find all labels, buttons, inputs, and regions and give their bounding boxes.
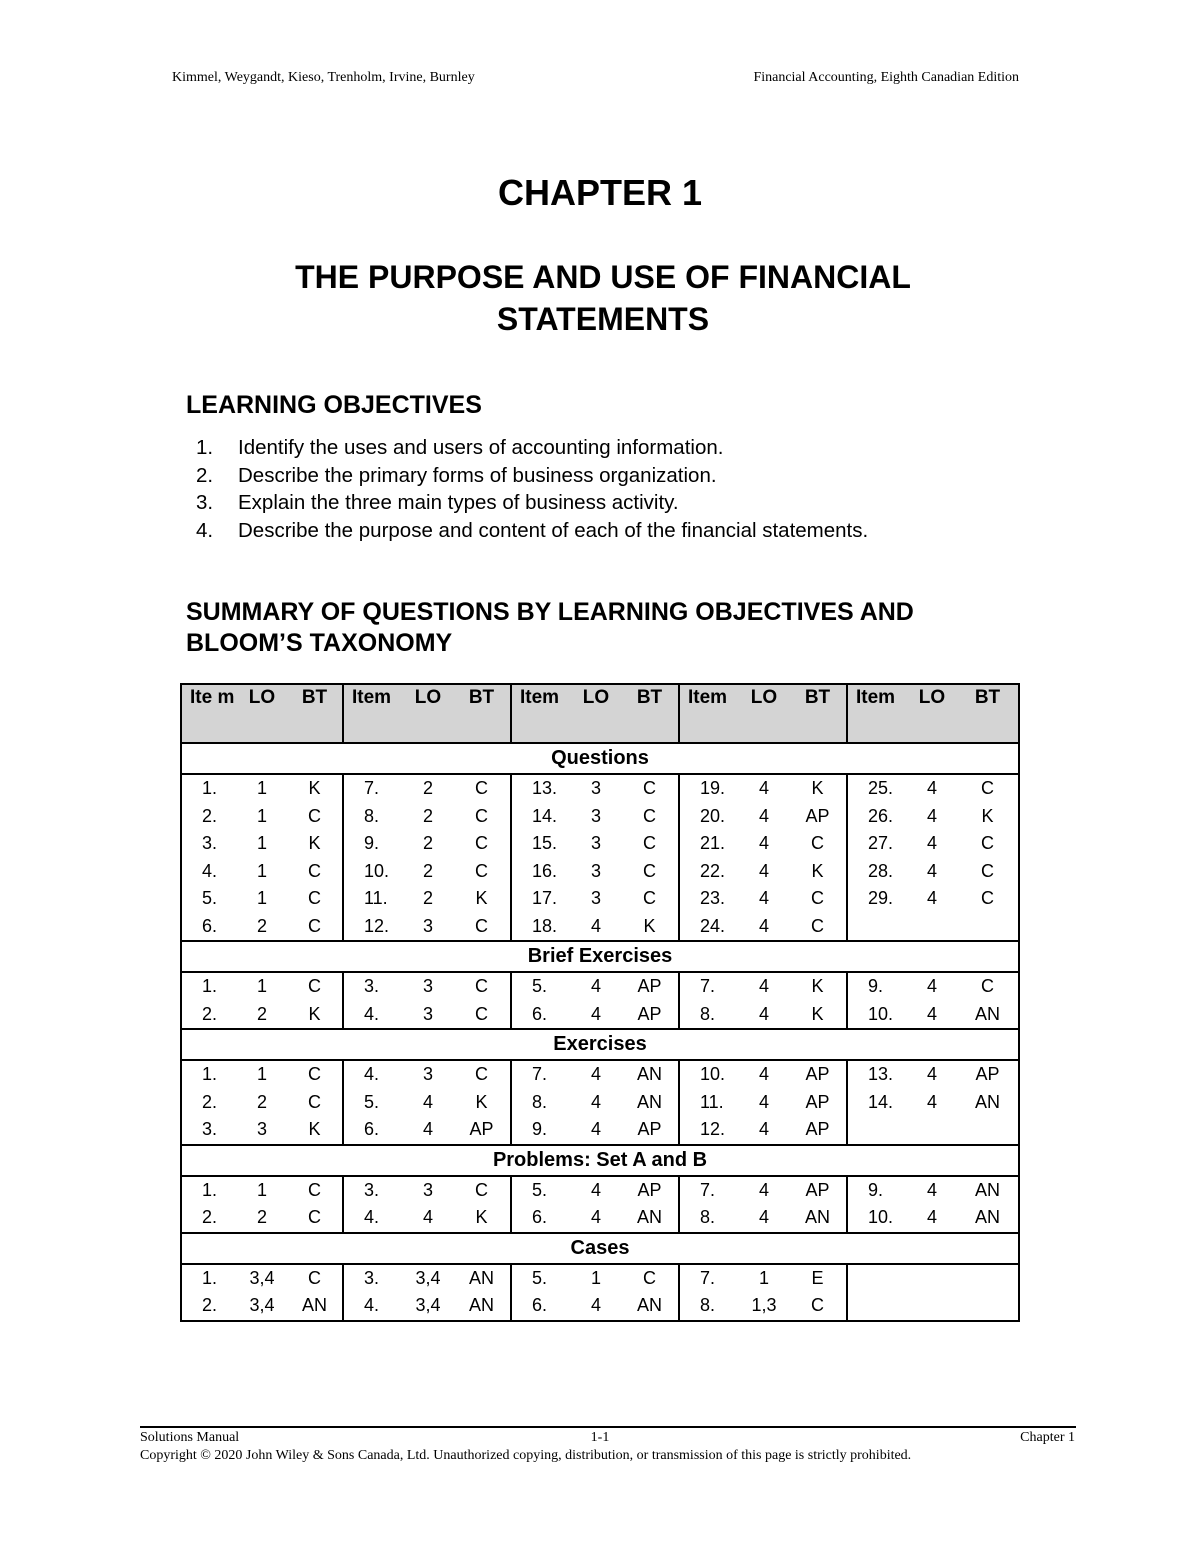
cell-bt: C <box>621 803 679 831</box>
cell-lo: 4 <box>926 976 937 997</box>
cell-lo: 4 <box>571 1292 621 1321</box>
learning-objective-item <box>196 489 868 517</box>
cell-item: 17. <box>532 888 558 909</box>
cell-bt: C <box>287 1060 343 1089</box>
column-header-item: Item <box>343 684 403 743</box>
column-header-bt: BT <box>789 684 847 743</box>
cell-item: 6. <box>181 913 237 942</box>
cell-item: 5. <box>532 1179 548 1200</box>
cell-lo: 4 <box>758 888 769 909</box>
cell-bt: C <box>957 972 1019 1001</box>
cell-lo: 4 <box>758 1003 769 1024</box>
cell-item: 29. <box>868 888 894 909</box>
cell-lo <box>907 1292 957 1321</box>
cell-lo: 3,4 <box>249 1267 275 1288</box>
cell-item: 13. <box>532 778 558 799</box>
table-row <box>181 1060 1019 1089</box>
cell-item: 15. <box>532 833 558 854</box>
learning-objective-item <box>196 517 868 545</box>
table-row <box>181 1292 1019 1321</box>
cell-item: 2. <box>181 1204 237 1233</box>
cell-lo: 1 <box>758 1267 769 1288</box>
cell-lo: 4 <box>758 1091 769 1112</box>
cell-item: 22. <box>700 860 726 881</box>
cell-item: 7. <box>700 976 716 997</box>
cell-item: 28. <box>868 860 894 881</box>
cell-lo: 4 <box>422 1091 433 1112</box>
cell-bt: C <box>957 885 1019 913</box>
cell-item: 27. <box>868 833 894 854</box>
cell-item: 10. <box>868 1207 894 1228</box>
cell-item: 16. <box>532 860 558 881</box>
cell-bt: AP <box>621 1176 679 1205</box>
column-header-bt: BT <box>287 684 343 743</box>
column-header-lo: LO <box>739 684 789 743</box>
cell-lo <box>907 1264 957 1293</box>
cell-bt: C <box>957 830 1019 858</box>
table-row <box>181 913 1019 942</box>
cell-item: 1. <box>181 1176 237 1205</box>
cell-item: 21. <box>700 833 726 854</box>
cell-lo: 3 <box>422 915 433 936</box>
cell-item: 10. <box>700 1064 726 1085</box>
cell-item: 7. <box>700 1179 716 1200</box>
section-title: Questions <box>181 743 1019 774</box>
cell-bt: AN <box>287 1292 343 1321</box>
cell-item: 2. <box>181 1089 237 1117</box>
cell-lo: 1 <box>256 1179 267 1200</box>
table-row <box>181 774 1019 803</box>
objective-number: 1. <box>196 436 214 459</box>
section-title: Problems: Set A and B <box>181 1145 1019 1176</box>
cell-bt: C <box>453 774 511 803</box>
chapter-heading: CHAPTER 1 <box>497 172 703 213</box>
cell-item: 9. <box>364 833 380 854</box>
section-header-row <box>181 1233 1019 1264</box>
cell-bt: AP <box>453 1116 511 1145</box>
cell-item: 6. <box>511 1292 571 1321</box>
cell-item: 6. <box>364 1119 380 1140</box>
cell-bt: AP <box>621 972 679 1001</box>
cell-lo <box>907 913 957 942</box>
cell-bt: AN <box>453 1264 511 1293</box>
cell-bt: C <box>287 885 343 913</box>
cell-item: 19. <box>700 778 726 799</box>
cell-lo: 3 <box>590 888 601 909</box>
objective-text: Describe the purpose and content of each of the financial statements. <box>238 518 869 542</box>
cell-lo: 4 <box>926 860 937 881</box>
cell-lo: 4 <box>758 778 769 799</box>
cell-lo: 3 <box>422 1179 433 1200</box>
cell-item <box>847 1116 907 1145</box>
cell-lo: 4 <box>926 1179 937 1200</box>
cell-bt: C <box>621 830 679 858</box>
cell-bt: E <box>789 1264 847 1293</box>
cell-lo: 3,4 <box>237 1292 287 1321</box>
cell-lo: 1 <box>256 805 267 826</box>
cell-lo: 4 <box>590 1207 601 1228</box>
cell-lo: 1 <box>256 833 267 854</box>
cell-item: 2. <box>181 803 237 831</box>
cell-bt: C <box>453 1176 511 1205</box>
learning-objective-item <box>196 434 868 462</box>
cell-bt: AN <box>789 1204 847 1233</box>
cell-item: 1. <box>181 774 237 803</box>
footer-copyright: Copyright © 2020 John Wiley & Sons Canada, Ltd. Unauthorized copying, distribution, or transmission of this page is strictly prohibited. <box>140 1448 912 1463</box>
cell-item: 9. <box>532 1119 548 1140</box>
cell-item: 5. <box>532 1267 548 1288</box>
cell-item: 12. <box>364 915 390 936</box>
section-header-row <box>181 1029 1019 1060</box>
cell-item: 4. <box>181 858 237 886</box>
table-row <box>181 1176 1019 1205</box>
cell-bt: C <box>453 858 511 886</box>
cell-bt <box>957 1264 1019 1293</box>
learning-objectives-list <box>196 434 868 544</box>
cell-lo: 3 <box>590 833 601 854</box>
cell-bt: C <box>287 972 343 1001</box>
cell-bt: C <box>287 913 343 942</box>
table-row <box>181 858 1019 886</box>
cell-bt: C <box>957 858 1019 886</box>
cell-bt: AN <box>957 1001 1019 1030</box>
section-title: Cases <box>181 1233 1019 1264</box>
table-header-row <box>181 684 1019 743</box>
cell-item: 6. <box>532 1003 548 1024</box>
cell-item: 7. <box>532 1064 548 1085</box>
cell-lo: 4 <box>758 976 769 997</box>
chapter-title: THE PURPOSE AND USE OF FINANCIAL STATEMENTS <box>295 259 911 337</box>
cell-lo: 3 <box>422 976 433 997</box>
cell-bt: C <box>453 913 511 942</box>
cell-lo: 2 <box>422 860 433 881</box>
cell-bt: K <box>789 1001 847 1030</box>
objective-text: Describe the primary forms of business organization. <box>238 463 717 487</box>
cell-item: 8. <box>532 1091 548 1112</box>
footer-manual-label: Solutions Manual <box>140 1430 240 1445</box>
running-header-authors: Kimmel, Weygandt, Kieso, Trenholm, Irvine, Burnley <box>172 70 475 85</box>
cell-item: 10. <box>364 860 390 881</box>
cell-item: 8. <box>679 1292 739 1321</box>
cell-lo: 4 <box>590 915 601 936</box>
cell-lo: 4 <box>758 915 769 936</box>
running-header-book-title: Financial Accounting, Eighth Canadian Edition <box>753 70 1019 85</box>
summary-table-body <box>181 684 1019 1321</box>
cell-lo: 2 <box>256 1091 267 1112</box>
table-row <box>181 885 1019 913</box>
cell-lo: 2 <box>256 1207 267 1228</box>
cell-lo: 3 <box>422 1064 433 1085</box>
cell-bt: C <box>789 913 847 942</box>
cell-bt: C <box>453 1060 511 1089</box>
cell-bt <box>957 913 1019 942</box>
cell-bt: AP <box>789 803 847 831</box>
cell-item: 3. <box>364 976 380 997</box>
cell-item: 12. <box>700 1119 726 1140</box>
cell-bt: K <box>287 830 343 858</box>
cell-bt: AN <box>957 1089 1019 1117</box>
cell-item: 9. <box>868 976 884 997</box>
summary-heading: SUMMARY OF QUESTIONS BY LEARNING OBJECTIVES AND BLOOM’S TAXONOMY <box>186 598 914 657</box>
cell-bt: AP <box>789 1176 847 1205</box>
objective-number: 3. <box>196 491 214 514</box>
cell-bt: C <box>621 774 679 803</box>
column-header-bt: BT <box>957 684 1019 743</box>
cell-item: 23. <box>700 888 726 909</box>
cell-bt: AN <box>453 1292 511 1321</box>
cell-lo: 4 <box>758 833 769 854</box>
cell-bt: C <box>287 1176 343 1205</box>
cell-bt: C <box>621 885 679 913</box>
cell-item: 3. <box>181 1116 237 1145</box>
cell-item: 2. <box>181 1001 237 1030</box>
cell-bt <box>957 1116 1019 1145</box>
cell-lo: 4 <box>758 860 769 881</box>
cell-item: 7. <box>364 778 380 799</box>
cell-bt: AP <box>621 1116 679 1145</box>
cell-item: 4. <box>364 1064 380 1085</box>
cell-item: 1. <box>181 1264 237 1293</box>
cell-lo: 3 <box>590 860 601 881</box>
column-header-lo: LO <box>571 684 621 743</box>
cell-item: 8. <box>364 805 380 826</box>
cell-bt: AP <box>621 1001 679 1030</box>
table-row <box>181 972 1019 1001</box>
cell-bt: C <box>287 803 343 831</box>
cell-bt: C <box>453 830 511 858</box>
cell-bt: K <box>287 774 343 803</box>
cell-bt: AP <box>789 1089 847 1117</box>
objective-number: 4. <box>196 518 214 542</box>
cell-item: 14. <box>868 1091 894 1112</box>
cell-lo: 1 <box>256 976 267 997</box>
column-header-item: Item <box>511 684 571 743</box>
cell-bt: C <box>957 774 1019 803</box>
objective-text: Explain the three main types of business activity. <box>238 491 679 514</box>
cell-lo: 4 <box>926 1064 937 1085</box>
cell-bt: C <box>287 1089 343 1117</box>
cell-lo: 4 <box>926 1207 937 1228</box>
table-row <box>181 1089 1019 1117</box>
cell-lo: 3 <box>422 1003 433 1024</box>
cell-lo: 4 <box>590 976 601 997</box>
table-row <box>181 1116 1019 1145</box>
footer-page-number: 1-1 <box>590 1430 610 1445</box>
cell-bt: K <box>453 1204 511 1233</box>
column-header-bt: BT <box>453 684 511 743</box>
table-row <box>181 1264 1019 1293</box>
cell-bt: AP <box>789 1060 847 1089</box>
cell-bt: AN <box>621 1089 679 1117</box>
column-header-lo: LO <box>237 684 287 743</box>
cell-bt: C <box>789 830 847 858</box>
summary-table <box>180 683 1020 1322</box>
cell-item: 4. <box>343 1292 403 1321</box>
cell-item: 7. <box>700 1267 716 1288</box>
cell-bt: C <box>453 1001 511 1030</box>
table-row <box>181 803 1019 831</box>
cell-lo <box>907 1116 957 1145</box>
cell-lo: 1 <box>590 1267 601 1288</box>
cell-lo: 4 <box>758 1119 769 1140</box>
column-header-item: Ite m <box>181 684 237 743</box>
cell-bt: C <box>621 858 679 886</box>
column-header-lo: LO <box>403 684 453 743</box>
cell-item: 2. <box>181 1292 237 1321</box>
section-title: Brief Exercises <box>181 941 1019 972</box>
cell-item: 24. <box>700 915 726 936</box>
cell-lo: 4 <box>422 1119 433 1140</box>
cell-bt: C <box>621 1264 679 1293</box>
cell-item: 5. <box>364 1091 380 1112</box>
cell-item: 9. <box>868 1179 884 1200</box>
cell-bt: K <box>621 913 679 942</box>
cell-item: 11. <box>700 1091 724 1112</box>
cell-item: 13. <box>868 1064 894 1085</box>
cell-item: 1. <box>181 972 237 1001</box>
table-row <box>181 1204 1019 1233</box>
cell-bt: C <box>789 885 847 913</box>
cell-lo: 4 <box>590 1091 601 1112</box>
cell-lo: 4 <box>590 1119 601 1140</box>
cell-lo: 4 <box>926 805 937 826</box>
cell-bt: K <box>287 1001 343 1030</box>
cell-item <box>847 1264 907 1293</box>
cell-item: 25. <box>868 778 894 799</box>
cell-item: 1. <box>181 1060 237 1089</box>
cell-lo: 4 <box>758 1207 769 1228</box>
cell-lo: 3,4 <box>403 1292 453 1321</box>
cell-bt: K <box>789 972 847 1001</box>
cell-item <box>847 913 907 942</box>
cell-lo: 4 <box>758 1064 769 1085</box>
cell-item: 11. <box>364 888 388 909</box>
cell-lo: 2 <box>422 888 433 909</box>
cell-lo: 4 <box>926 888 937 909</box>
column-header-item: Item <box>679 684 739 743</box>
cell-item: 3. <box>364 1267 380 1288</box>
footer-rule <box>140 1426 1076 1428</box>
column-header-bt: BT <box>621 684 679 743</box>
cell-lo: 4 <box>590 1064 601 1085</box>
cell-lo: 1 <box>256 860 267 881</box>
section-header-row <box>181 743 1019 774</box>
cell-bt: AN <box>957 1204 1019 1233</box>
cell-lo: 3 <box>590 805 601 826</box>
cell-bt: C <box>453 803 511 831</box>
objective-number: 2. <box>196 463 214 487</box>
cell-bt <box>957 1292 1019 1321</box>
cell-bt: K <box>453 885 511 913</box>
cell-item: 5. <box>181 885 237 913</box>
cell-lo: 4 <box>758 805 769 826</box>
column-header-lo: LO <box>907 684 957 743</box>
column-header-item: Item <box>847 684 907 743</box>
cell-bt: AP <box>789 1116 847 1145</box>
cell-bt: AN <box>621 1292 679 1321</box>
cell-item: 18. <box>532 915 558 936</box>
cell-item <box>847 1292 907 1321</box>
cell-bt: AN <box>621 1204 679 1233</box>
cell-bt: C <box>287 1204 343 1233</box>
cell-lo: 3 <box>590 778 601 799</box>
cell-item: 26. <box>868 805 894 826</box>
learning-objective-item <box>196 462 868 490</box>
cell-bt: C <box>287 858 343 886</box>
cell-bt: C <box>453 972 511 1001</box>
cell-lo: 3 <box>256 1119 267 1140</box>
cell-bt: AP <box>957 1060 1019 1089</box>
cell-lo: 1 <box>256 1064 267 1085</box>
cell-item: 4. <box>364 1207 380 1228</box>
cell-item: 10. <box>868 1003 894 1024</box>
cell-lo: 4 <box>926 1003 937 1024</box>
cell-bt: C <box>789 1292 847 1321</box>
cell-lo: 2 <box>256 915 267 936</box>
cell-lo: 4 <box>758 1179 769 1200</box>
cell-bt: K <box>957 803 1019 831</box>
table-row <box>181 830 1019 858</box>
cell-bt: K <box>453 1089 511 1117</box>
cell-lo: 4 <box>926 833 937 854</box>
cell-item: 5. <box>532 976 548 997</box>
cell-lo: 3,4 <box>415 1267 441 1288</box>
learning-objectives-heading: LEARNING OBJECTIVES <box>186 391 482 419</box>
cell-item: 8. <box>700 1207 716 1228</box>
cell-lo: 2 <box>422 778 433 799</box>
cell-bt: AN <box>621 1060 679 1089</box>
cell-bt: AN <box>957 1176 1019 1205</box>
cell-item: 8. <box>700 1003 716 1024</box>
cell-lo: 4 <box>590 1003 601 1024</box>
cell-bt: K <box>789 858 847 886</box>
section-header-row <box>181 1145 1019 1176</box>
section-title: Exercises <box>181 1029 1019 1060</box>
cell-lo: 1 <box>256 778 267 799</box>
objective-text: Identify the uses and users of accounting information. <box>238 436 724 459</box>
cell-item: 14. <box>532 805 558 826</box>
cell-bt: K <box>287 1116 343 1145</box>
cell-lo: 2 <box>422 805 433 826</box>
cell-lo: 2 <box>422 833 433 854</box>
cell-lo: 4 <box>590 1179 601 1200</box>
cell-lo: 4 <box>926 1091 937 1112</box>
cell-bt: C <box>287 1264 343 1293</box>
table-row <box>181 1001 1019 1030</box>
cell-lo: 2 <box>256 1003 267 1024</box>
section-header-row <box>181 941 1019 972</box>
cell-lo: 4 <box>926 778 937 799</box>
cell-item: 6. <box>532 1207 548 1228</box>
cell-lo: 1 <box>256 888 267 909</box>
cell-item: 4. <box>364 1003 380 1024</box>
cell-lo: 1,3 <box>739 1292 789 1321</box>
cell-lo: 4 <box>422 1207 433 1228</box>
cell-bt: K <box>789 774 847 803</box>
cell-item: 3. <box>364 1179 380 1200</box>
footer-chapter-label: Chapter 1 <box>1020 1430 1075 1445</box>
cell-item: 3. <box>181 830 237 858</box>
cell-item: 20. <box>700 805 726 826</box>
